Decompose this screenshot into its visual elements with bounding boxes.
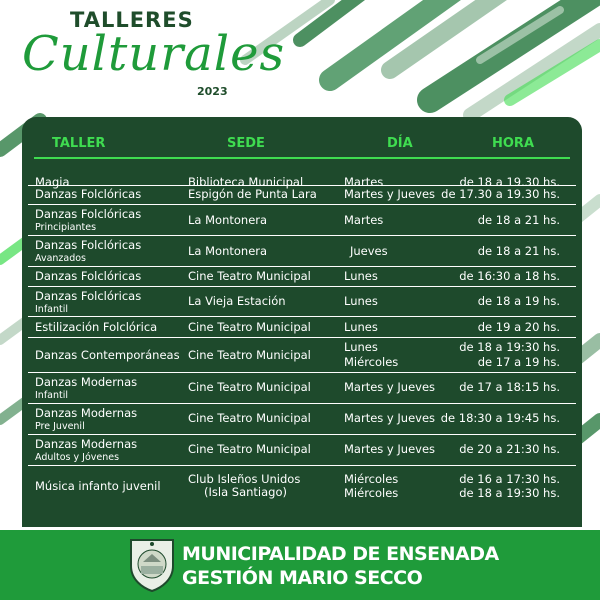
taller-level: Pre Juvenil: [35, 421, 85, 432]
table-row: [28, 236, 576, 267]
table-row: [28, 165, 576, 189]
cell-taller: [35, 407, 137, 433]
cell-sede: Espigón de Punta Lara: [188, 187, 317, 201]
table-row: [28, 267, 576, 287]
cell-hora: de 20 a 21:30 hs.: [459, 442, 560, 456]
taller-name: Danzas Folclóricas: [35, 238, 142, 252]
cell-hora: de 18:30 a 19:45 hs.: [440, 411, 560, 425]
cell-hora: de 18 a 19 hs.: [477, 294, 560, 308]
taller-name: Danzas Folclóricas: [35, 289, 142, 303]
dia-line-1: Lunes: [344, 340, 378, 354]
taller-level: Principiantes: [35, 222, 97, 233]
hora-line-1: de 16 a 17:30 hs.: [459, 472, 560, 486]
taller-level: Infantil: [35, 390, 69, 401]
taller-name: Danzas Modernas: [35, 375, 138, 389]
sede-line-1: Club Isleños Unidos: [188, 472, 301, 486]
table-row: [28, 338, 576, 373]
cell-sede: Cine Teatro Municipal: [188, 269, 311, 283]
hora-line-2: de 17 a 19 hs.: [477, 355, 560, 369]
cell-dia: Martes y Jueves: [344, 442, 436, 456]
header-divider: [34, 157, 570, 159]
cell-hora: de 18 a 21 hs.: [477, 213, 560, 227]
cell-dia: Martes y Jueves: [344, 411, 436, 425]
cell-dia: Martes: [344, 213, 384, 227]
cell-hora: [459, 341, 560, 369]
taller-level: Avanzados: [35, 253, 87, 264]
cell-dia: Martes: [344, 175, 384, 189]
cell-hora: de 17.30 a 19.30 hs.: [441, 187, 560, 201]
cell-taller: [35, 438, 137, 464]
table-row: [28, 287, 576, 317]
title-year: 2023: [197, 85, 228, 98]
cell-dia: Jueves: [350, 244, 388, 258]
table-row: [28, 205, 576, 236]
hora-line-1: de 18 a 19:30 hs.: [459, 340, 560, 354]
table-body: [22, 165, 582, 506]
cell-sede: La Montonera: [188, 244, 268, 258]
cell-sede: La Montonera: [188, 213, 268, 227]
column-header-sede: SEDE: [227, 136, 265, 151]
column-header-taller: TALLER: [52, 136, 106, 151]
table-header: [22, 117, 582, 157]
administration-name: GESTIÓN MARIO SECCO: [182, 567, 423, 589]
cell-hora: de 16:30 a 18 hs.: [459, 269, 560, 283]
cell-hora: de 18 a 21 hs.: [477, 244, 560, 258]
cell-sede: Cine Teatro Municipal: [188, 442, 311, 456]
cell-sede: Cine Teatro Municipal: [188, 411, 311, 425]
cell-dia: Martes y Jueves: [344, 187, 436, 201]
taller-level: Adultos y Jóvenes: [35, 452, 120, 463]
cell-taller: [35, 208, 141, 234]
table-row: [28, 186, 576, 205]
footer: [0, 530, 600, 600]
cell-hora: de 19 a 20 hs.: [477, 320, 560, 334]
cell-taller: Estilización Folclórica: [35, 320, 158, 334]
column-header-dia: DÍA: [387, 136, 413, 151]
cell-taller: Danzas Folclóricas: [35, 269, 142, 283]
cell-sede: Cine Teatro Municipal: [188, 380, 311, 394]
cell-sede: Cine Teatro Municipal: [188, 348, 311, 362]
taller-name: Danzas Modernas: [35, 437, 138, 451]
cell-dia: Lunes: [344, 320, 378, 334]
title-top: TALLERES: [70, 8, 194, 32]
title-script: Culturales: [22, 26, 286, 82]
cell-sede: Cine Teatro Municipal: [188, 320, 311, 334]
cell-dia: Lunes: [344, 269, 378, 283]
table-row: [28, 404, 576, 435]
dia-line-1: Miércoles: [344, 472, 399, 486]
taller-name: Danzas Folclóricas: [35, 207, 142, 221]
dia-line-2: Miércoles: [344, 355, 399, 369]
cell-dia: [344, 473, 398, 500]
taller-name: Danzas Modernas: [35, 406, 138, 420]
cell-dia: [344, 341, 398, 369]
dia-line-2: Miércoles: [344, 486, 399, 500]
cell-hora: de 18 a 19.30 hs.: [459, 175, 560, 189]
municipality-name: MUNICIPALIDAD DE ENSENADA: [182, 543, 499, 565]
table-row: [28, 317, 576, 338]
cell-sede: [188, 473, 300, 499]
taller-level: Infantil: [35, 304, 69, 315]
cell-hora: de 17 a 18:15 hs.: [459, 380, 560, 394]
table-row: [28, 466, 576, 506]
cell-dia: Lunes: [344, 294, 378, 308]
cell-sede: Biblioteca Municipal: [188, 175, 304, 189]
cell-taller: Magia: [35, 175, 70, 189]
cell-taller: [35, 239, 141, 265]
header: [0, 0, 600, 110]
cell-dia: Martes y Jueves: [344, 380, 436, 394]
cell-hora: [459, 473, 560, 500]
cell-sede: La Vieja Estación: [188, 294, 286, 308]
cell-taller: Música infanto juvenil: [35, 479, 161, 493]
table-row: [28, 435, 576, 466]
column-header-hora: HORA: [492, 136, 535, 151]
municipal-seal-icon: [127, 536, 177, 592]
cell-taller: Danzas Folclóricas: [35, 187, 142, 201]
sede-line-2: (Isla Santiago): [204, 485, 287, 499]
cell-taller: [35, 290, 141, 316]
schedule-panel: [22, 117, 582, 527]
hora-line-2: de 18 a 19:30 hs.: [459, 486, 560, 500]
table-row: [28, 373, 576, 404]
cell-taller: Danzas Contemporáneas: [35, 348, 180, 362]
cell-taller: [35, 376, 137, 402]
